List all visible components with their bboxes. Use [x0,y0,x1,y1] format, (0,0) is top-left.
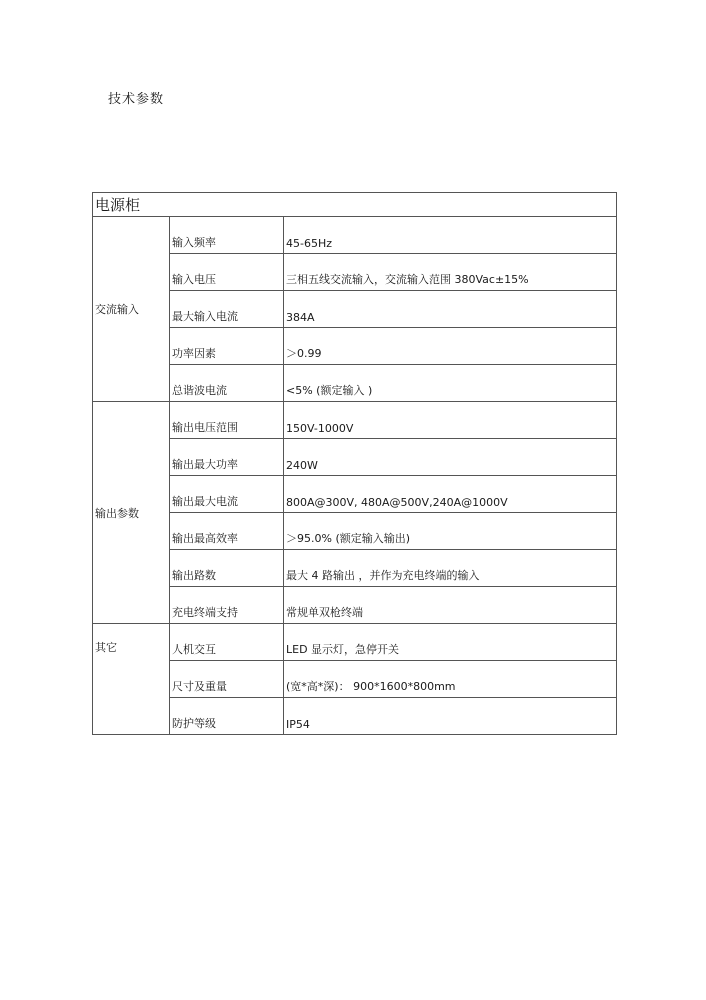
table-row [93,550,617,587]
table-row [93,217,617,254]
param-value: ＞95.0% (额定输入输出) [284,513,617,550]
document-heading: 技术参数 [108,92,165,107]
param-value: 三相五线交流输入，交流输入范围 380Vac±15% [284,254,617,291]
param-value: (宽*高*深)： 900*1600*800mm [284,661,617,698]
table-row [93,328,617,365]
table-row [93,661,617,698]
table-row [93,254,617,291]
param-value: 240W [284,439,617,476]
param-label: 输入频率 [170,217,284,254]
param-label: 输出最大功率 [170,439,284,476]
param-value: 384A [284,291,617,328]
table-row [93,587,617,624]
param-label: 功率因素 [170,328,284,365]
param-label: 总谐波电流 [170,365,284,402]
param-value: 800A@300V, 480A@500V,240A@1000V [284,476,617,513]
param-value: IP54 [284,698,617,735]
table-row [93,439,617,476]
param-value: <5% (额定输入 ) [284,365,617,402]
table-row [93,476,617,513]
table-row [93,291,617,328]
param-value: 45-65Hz [284,217,617,254]
param-label: 输出路数 [170,550,284,587]
table-row [93,365,617,402]
table-row [93,402,617,439]
param-label: 人机交互 [170,624,284,661]
param-label: 输出电压范围 [170,402,284,439]
param-label: 充电终端支持 [170,587,284,624]
param-label: 尺寸及重量 [170,661,284,698]
param-label: 输出最高效率 [170,513,284,550]
param-value: 最大 4 路输出 ，并作为充电终端的输入 [284,550,617,587]
spec-table [92,192,617,735]
table-row [93,698,617,735]
param-value: 常规单双枪终端 [284,587,617,624]
table-title-row [93,193,617,217]
param-label: 输出最大电流 [170,476,284,513]
table-row [93,513,617,550]
group-label-output-params: 输出参数 [93,402,170,624]
table-title: 电源柜 [93,193,617,217]
param-label: 最大输入电流 [170,291,284,328]
group-label-other: 其它 [93,624,170,735]
param-label: 防护等级 [170,698,284,735]
param-value: ＞0.99 [284,328,617,365]
param-value: LED 显示灯，急停开关 [284,624,617,661]
param-label: 输入电压 [170,254,284,291]
param-value: 150V-1000V [284,402,617,439]
group-label-ac-input: 交流输入 [93,217,170,402]
table-row [93,624,617,661]
